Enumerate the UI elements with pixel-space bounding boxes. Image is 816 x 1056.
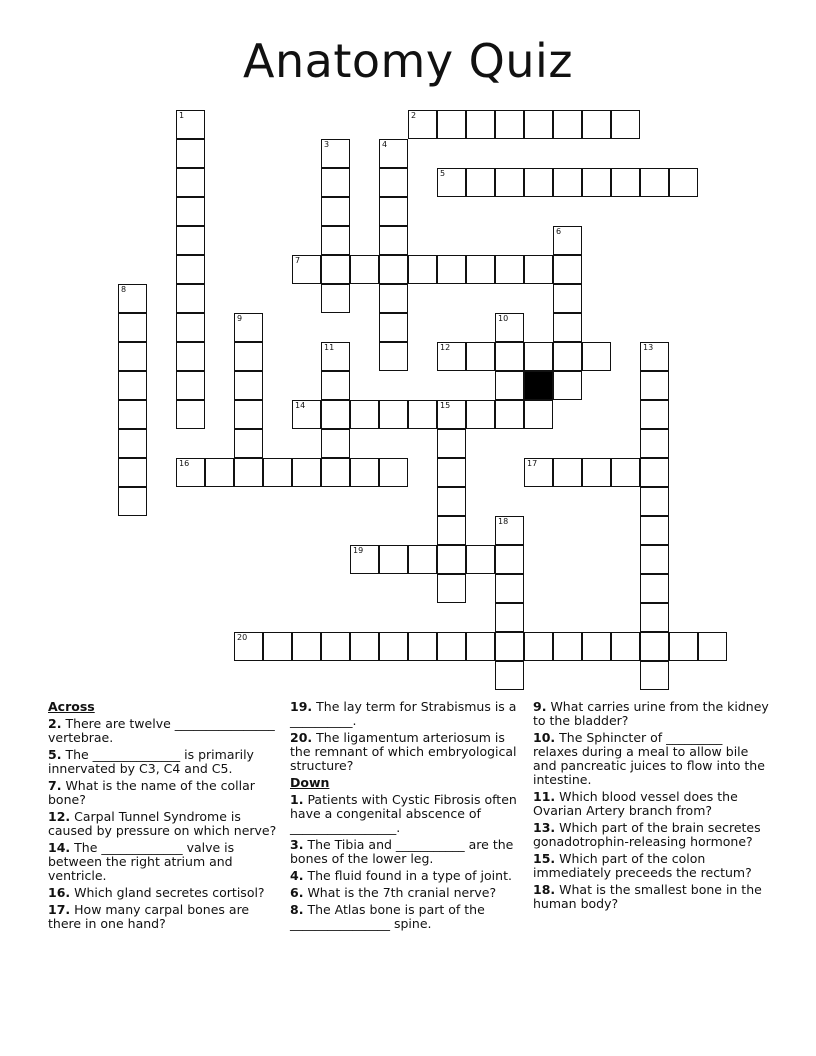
grid-cell[interactable]	[118, 342, 147, 371]
clue-down-15: 15. Which part of the colon immediately preceeds the rectum?	[533, 851, 752, 880]
grid-cell[interactable]	[698, 632, 727, 661]
clue-across-17: 17. How many carpal bones are there in one hand?	[48, 902, 250, 931]
grid-cell[interactable]	[321, 226, 350, 255]
clue-number: 9	[237, 314, 243, 323]
grid-cell[interactable]	[466, 110, 495, 139]
clue-number: 14	[295, 401, 306, 410]
grid-cell[interactable]	[640, 632, 669, 661]
page-title: Anatomy Quiz	[243, 34, 573, 88]
grid-cell[interactable]	[437, 458, 466, 487]
grid-cell[interactable]	[466, 545, 495, 574]
grid-cell[interactable]	[321, 168, 350, 197]
grid-cell[interactable]	[437, 545, 466, 574]
clue-number: 8	[121, 285, 127, 294]
clue-number: 7	[295, 256, 301, 265]
grid-cell[interactable]	[408, 632, 437, 661]
grid-cell[interactable]	[118, 313, 147, 342]
grid-cell[interactable]	[466, 255, 495, 284]
grid-cell[interactable]	[379, 139, 408, 168]
grid-cell[interactable]	[321, 342, 350, 371]
grid-cell[interactable]	[118, 400, 147, 429]
grid-cell[interactable]	[379, 197, 408, 226]
clue-down-13: 13. Which part of the brain secretes gonadotrophin-releasing hormone?	[533, 820, 761, 849]
grid-cell[interactable]	[437, 487, 466, 516]
grid-cell[interactable]	[379, 313, 408, 342]
grid-cell[interactable]	[495, 371, 524, 400]
grid-cell[interactable]	[611, 110, 640, 139]
clue-down-10: 10. The Sphincter of _________ relaxes during a meal to allow bile and pancreatic juices to flow into the intestine.	[533, 730, 765, 787]
grid-cell[interactable]	[553, 226, 582, 255]
clue-number: 20	[237, 633, 248, 642]
grid-cell[interactable]	[640, 458, 669, 487]
grid-cell[interactable]	[669, 632, 698, 661]
grid-cell[interactable]	[176, 226, 205, 255]
grid-cell[interactable]	[495, 603, 524, 632]
clue-across-2: 2. There are twelve ________________ vertebrae.	[48, 716, 275, 745]
clue-across-19: 19. The lay term for Strabismus is a __________.	[290, 699, 517, 728]
grid-cell[interactable]	[640, 168, 669, 197]
grid-cell[interactable]	[553, 313, 582, 342]
grid-cell[interactable]	[611, 458, 640, 487]
grid-cell[interactable]	[379, 400, 408, 429]
grid-cell[interactable]	[350, 255, 379, 284]
clue-across-16: 16. Which gland secretes cortisol?	[48, 885, 265, 900]
clue-number: 6	[556, 227, 562, 236]
grid-cell[interactable]	[640, 429, 669, 458]
grid-cell[interactable]	[582, 458, 611, 487]
grid-cell[interactable]	[118, 284, 147, 313]
clue-number: 11	[324, 343, 335, 352]
grid-cell[interactable]	[582, 342, 611, 371]
grid-cell[interactable]	[234, 313, 263, 342]
clue-number: 15	[440, 401, 451, 410]
grid-cell[interactable]	[321, 400, 350, 429]
grid-cell[interactable]	[495, 516, 524, 545]
grid-cell[interactable]	[524, 255, 553, 284]
grid-cell[interactable]	[176, 400, 205, 429]
clue-across-7: 7. What is the name of the collar bone?	[48, 778, 255, 807]
grid-cell[interactable]	[234, 371, 263, 400]
clue-number: 19	[353, 546, 364, 555]
clue-down-6: 6. What is the 7th cranial nerve?	[290, 885, 497, 900]
grid-cell[interactable]	[466, 342, 495, 371]
clue-number: 12	[440, 343, 451, 352]
grid-cell[interactable]	[495, 545, 524, 574]
grid-cell[interactable]	[408, 400, 437, 429]
grid-cell[interactable]	[611, 632, 640, 661]
grid-cell[interactable]	[524, 400, 553, 429]
clue-across-5: 5. The ______________ is primarily innervated by C3, C4 and C5.	[48, 747, 254, 776]
clue-number: 13	[643, 343, 654, 352]
clue-down-11: 11. Which blood vessel does the Ovarian Artery branch from?	[533, 789, 738, 818]
grid-cell[interactable]	[495, 110, 524, 139]
grid-cell[interactable]	[321, 139, 350, 168]
clue-down-4: 4. The fluid found in a type of joint.	[290, 868, 512, 883]
clue-number: 2	[411, 111, 417, 120]
grid-cell[interactable]	[379, 226, 408, 255]
clue-across-14: 14. The _____________ valve is between the right atrium and ventricle.	[48, 840, 235, 883]
grid-cell[interactable]	[466, 632, 495, 661]
grid-cell[interactable]	[669, 168, 698, 197]
grid-cell[interactable]	[640, 661, 669, 690]
clue-number: 18	[498, 517, 509, 526]
clue-down-8: 8. The Atlas bone is part of the ________________ spine.	[290, 902, 485, 931]
clue-down-9: 9. What carries urine from the kidney to the bladder?	[533, 699, 769, 728]
grid-cell[interactable]	[466, 400, 495, 429]
grid-cell[interactable]	[466, 168, 495, 197]
grid-cell[interactable]	[350, 458, 379, 487]
grid-cell[interactable]	[263, 458, 292, 487]
grid-cell[interactable]	[437, 255, 466, 284]
grid-cell[interactable]	[524, 110, 553, 139]
grid-cell[interactable]	[495, 632, 524, 661]
grid-cell[interactable]	[437, 632, 466, 661]
clues-column-1	[48, 700, 280, 934]
grid-cell[interactable]	[437, 516, 466, 545]
clue-number: 17	[527, 459, 538, 468]
grid-cell[interactable]	[321, 371, 350, 400]
grid-cell[interactable]	[553, 371, 582, 400]
clue-across-20: 20. The ligamentum arteriosum is the remnant of which embryological structure?	[290, 730, 517, 773]
down-header: Down	[290, 775, 330, 790]
grid-cell[interactable]	[495, 168, 524, 197]
grid-cell[interactable]	[321, 632, 350, 661]
grid-cell[interactable]	[553, 168, 582, 197]
grid-cell[interactable]	[437, 110, 466, 139]
grid-cell[interactable]	[524, 632, 553, 661]
grid-cell[interactable]	[524, 342, 553, 371]
grid-cell[interactable]	[350, 545, 379, 574]
grid-cell[interactable]	[495, 400, 524, 429]
grid-cell[interactable]	[437, 342, 466, 371]
grid-cell[interactable]	[524, 168, 553, 197]
grid-cell[interactable]	[553, 284, 582, 313]
grid-cell[interactable]	[611, 168, 640, 197]
grid-cell[interactable]	[176, 255, 205, 284]
grid-cell[interactable]	[640, 603, 669, 632]
clue-number: 1	[179, 111, 185, 120]
grid-cell[interactable]	[640, 371, 669, 400]
grid-cell[interactable]	[350, 632, 379, 661]
grid-cell[interactable]	[118, 487, 147, 516]
clue-down-3: 3. The Tibia and ___________ are the bones of the lower leg.	[290, 837, 514, 866]
clue-number: 4	[382, 140, 388, 149]
grid-cell[interactable]	[408, 545, 437, 574]
grid-cell[interactable]	[176, 284, 205, 313]
grid-cell[interactable]	[582, 110, 611, 139]
grid-cell[interactable]	[321, 255, 350, 284]
grid-cell[interactable]	[234, 400, 263, 429]
grid-cell[interactable]	[379, 545, 408, 574]
grid-cell[interactable]	[553, 110, 582, 139]
grid-cell[interactable]	[176, 168, 205, 197]
grid-cell[interactable]	[640, 545, 669, 574]
clues-column-3	[533, 700, 769, 914]
grid-cell[interactable]	[437, 429, 466, 458]
grid-cell[interactable]	[379, 168, 408, 197]
grid-cell[interactable]	[495, 574, 524, 603]
grid-cell[interactable]	[640, 516, 669, 545]
grid-cell[interactable]	[640, 342, 669, 371]
clue-number: 3	[324, 140, 330, 149]
grid-cell[interactable]	[176, 139, 205, 168]
across-header: Across	[48, 699, 95, 714]
clue-down-18: 18. What is the smallest bone in the human body?	[533, 882, 762, 911]
grid-cell[interactable]	[118, 458, 147, 487]
grid-cell[interactable]	[408, 110, 437, 139]
grid-cell[interactable]	[234, 632, 263, 661]
grid-cell[interactable]	[582, 632, 611, 661]
grid-cell[interactable]	[321, 197, 350, 226]
grid-cell[interactable]	[437, 400, 466, 429]
grid-cell[interactable]	[495, 342, 524, 371]
grid-cell[interactable]	[205, 458, 234, 487]
grid-cell[interactable]	[379, 255, 408, 284]
clue-across-12: 12. Carpal Tunnel Syndrome is caused by pressure on which nerve?	[48, 809, 277, 838]
grid-cell[interactable]	[118, 371, 147, 400]
grid-cell[interactable]	[582, 168, 611, 197]
grid-cell[interactable]	[495, 255, 524, 284]
grid-cell[interactable]	[292, 255, 321, 284]
grid-cell[interactable]	[553, 458, 582, 487]
grid-cell[interactable]	[524, 458, 553, 487]
grid-cell[interactable]	[437, 168, 466, 197]
grid-cell[interactable]	[553, 255, 582, 284]
clue-number: 5	[440, 169, 446, 178]
grid-cell[interactable]	[292, 632, 321, 661]
grid-cell[interactable]	[321, 429, 350, 458]
grid-cell[interactable]	[234, 429, 263, 458]
grid-cell[interactable]	[234, 342, 263, 371]
clue-number: 16	[179, 459, 190, 468]
grid-cell[interactable]	[640, 487, 669, 516]
grid-cell[interactable]	[176, 197, 205, 226]
grid-cell[interactable]	[176, 342, 205, 371]
blocked-cell	[524, 371, 553, 400]
grid-cell[interactable]	[321, 284, 350, 313]
grid-cell[interactable]	[379, 342, 408, 371]
grid-cell[interactable]	[176, 371, 205, 400]
grid-cell[interactable]	[640, 574, 669, 603]
grid-cell[interactable]	[263, 632, 292, 661]
grid-cell[interactable]	[495, 313, 524, 342]
clue-number: 10	[498, 314, 509, 323]
grid-cell[interactable]	[495, 661, 524, 690]
clue-down-1: 1. Patients with Cystic Fibrosis often have a congenital abscence of _________________.	[290, 792, 517, 835]
grid-cell[interactable]	[176, 110, 205, 139]
grid-cell[interactable]	[118, 429, 147, 458]
grid-cell[interactable]	[321, 458, 350, 487]
grid-cell[interactable]	[640, 400, 669, 429]
grid-cell[interactable]	[379, 458, 408, 487]
grid-cell[interactable]	[553, 632, 582, 661]
grid-cell[interactable]	[234, 458, 263, 487]
grid-cell[interactable]	[553, 342, 582, 371]
grid-cell[interactable]	[379, 632, 408, 661]
grid-cell[interactable]	[176, 313, 205, 342]
clues-column-2	[290, 700, 526, 934]
grid-cell[interactable]	[379, 284, 408, 313]
grid-cell[interactable]	[408, 255, 437, 284]
grid-cell[interactable]	[292, 400, 321, 429]
grid-cell[interactable]	[350, 400, 379, 429]
grid-cell[interactable]	[292, 458, 321, 487]
grid-cell[interactable]	[437, 574, 466, 603]
grid-cell[interactable]	[176, 458, 205, 487]
